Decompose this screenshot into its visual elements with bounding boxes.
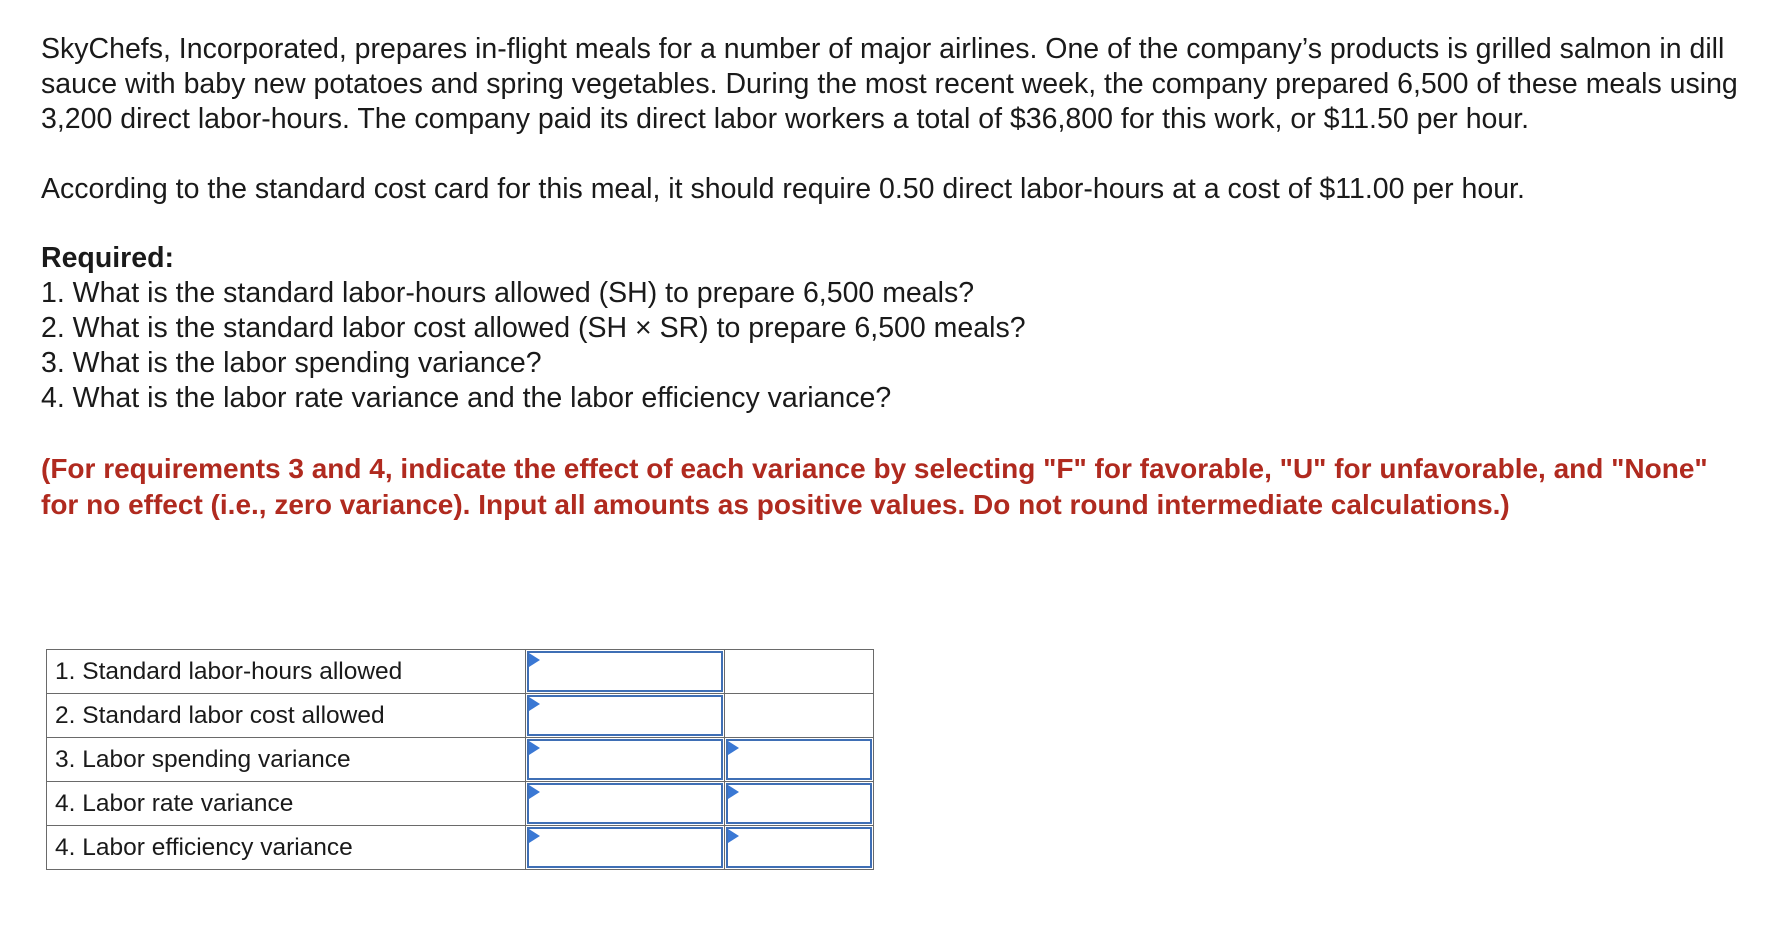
effect-field-frame: [726, 783, 872, 824]
efficiency-variance-input[interactable]: [529, 829, 721, 866]
effect-cell: [725, 738, 874, 782]
rate-variance-input[interactable]: [529, 785, 721, 822]
amount-cell: [526, 650, 725, 694]
effect-cell-empty: [725, 650, 874, 694]
field-marker-icon: [529, 697, 540, 711]
requirement-2: 2. What is the standard labor cost allowed (SH × SR) to prepare 6,500 meals?: [41, 312, 1026, 344]
row-label: 4. Labor efficiency variance: [47, 826, 526, 870]
row-label: 1. Standard labor-hours allowed: [47, 650, 526, 694]
problem-content: [41, 32, 1741, 523]
required-heading: Required:: [41, 242, 175, 274]
table-row: [47, 826, 874, 870]
requirement-4: 4. What is the labor rate variance and the labor efficiency variance?: [41, 382, 892, 414]
field-marker-icon: [529, 741, 540, 755]
requirement-1: 1. What is the standard labor-hours allowed (SH) to prepare 6,500 meals?: [41, 277, 975, 309]
field-marker-icon: [529, 829, 540, 843]
requirement-3: 3. What is the labor spending variance?: [41, 347, 542, 379]
spending-variance-input[interactable]: [529, 741, 721, 778]
effect-cell: [725, 782, 874, 826]
problem-intro: SkyChefs, Incorporated, prepares in-flight meals for a number of major airlines. One of the company’s products is grilled salmon in dill sauce with baby new potatoes and spring vegetables. During the most recent week, the company prepared 6,500 of these meals using 3,200 direct labor-hours. The company paid its direct labor workers a total of $36,800 for this work, or $11.50 per hour.: [41, 33, 1738, 135]
amount-field-frame: [527, 783, 723, 824]
amount-field-frame: [527, 695, 723, 736]
efficiency-variance-effect-select[interactable]: [728, 829, 870, 866]
amount-cell: [526, 782, 725, 826]
amount-cell: [526, 826, 725, 870]
standard-cost-statement: According to the standard cost card for this meal, it should require 0.50 direct labor-hours at a cost of $11.00 per hour.: [41, 173, 1525, 205]
table-row: [47, 738, 874, 782]
row-label: 2. Standard labor cost allowed: [47, 694, 526, 738]
field-marker-icon: [529, 653, 540, 667]
row-label: 4. Labor rate variance: [47, 782, 526, 826]
table-row: [47, 650, 874, 694]
amount-cell: [526, 694, 725, 738]
field-marker-icon: [728, 785, 739, 799]
table-row: [47, 782, 874, 826]
effect-field-frame: [726, 739, 872, 780]
rate-variance-effect-select[interactable]: [728, 785, 870, 822]
amount-field-frame: [527, 739, 723, 780]
table-row: [47, 694, 874, 738]
amount-cell: [526, 738, 725, 782]
row-label: 3. Labor spending variance: [47, 738, 526, 782]
field-marker-icon: [728, 829, 739, 843]
answer-instructions: (For requirements 3 and 4, indicate the effect of each variance by selecting "F" for favorable, "U" for unfavorable, and "None" for no effect (i.e., zero variance). Input all amounts as positive values. Do not round intermediate calculations.): [41, 453, 1708, 520]
amount-field-frame: [527, 827, 723, 868]
standard-cost-input[interactable]: [529, 697, 721, 734]
effect-field-frame: [726, 827, 872, 868]
effect-cell: [725, 826, 874, 870]
spending-variance-effect-select[interactable]: [728, 741, 870, 778]
answer-table: [46, 649, 874, 870]
field-marker-icon: [529, 785, 540, 799]
field-marker-icon: [728, 741, 739, 755]
requirements-list: [41, 276, 1741, 416]
standard-hours-input[interactable]: [529, 653, 721, 690]
amount-field-frame: [527, 651, 723, 692]
effect-cell-empty: [725, 694, 874, 738]
